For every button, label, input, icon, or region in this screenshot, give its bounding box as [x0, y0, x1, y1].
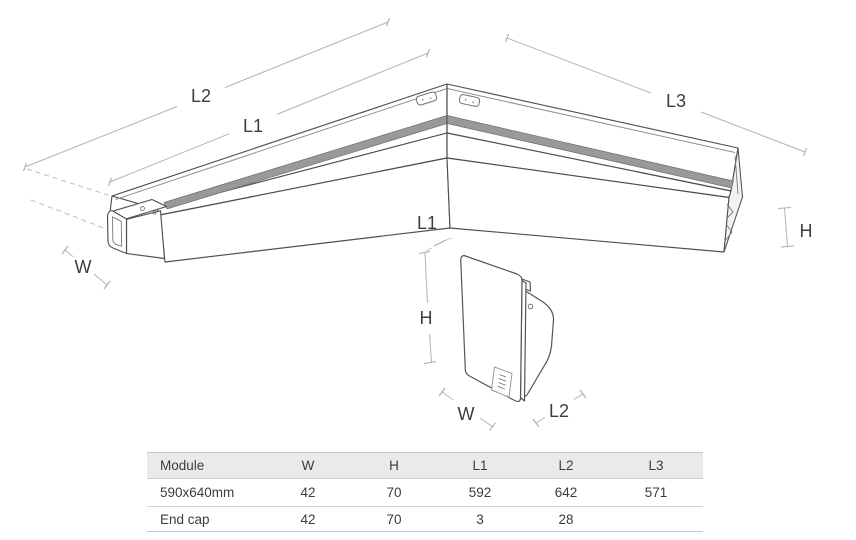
screw-hole: [528, 304, 533, 309]
extension-dashed-lines: [27, 169, 114, 232]
table-cell: 42: [265, 507, 351, 532]
cap-dim-label-l2: L2: [548, 401, 570, 421]
cap-dim-l2: [533, 390, 586, 427]
dimensions-table: [147, 452, 703, 532]
dim-w: [62, 246, 110, 289]
header-cell-l3: L3: [609, 453, 703, 479]
dim-label-l1: L1: [242, 116, 264, 136]
header-cell-module: Module: [147, 453, 265, 479]
table-cell: End cap: [147, 507, 265, 532]
connector-pin: [132, 205, 134, 207]
dim-label-l3: L3: [665, 91, 687, 111]
dim-h: [778, 208, 813, 248]
table-cell: 70: [351, 507, 437, 532]
cap-dim-label-l1: L1: [416, 213, 438, 233]
table-row: [147, 479, 703, 507]
header-cell-l1: L1: [437, 453, 523, 479]
header-cell-h: H: [351, 453, 437, 479]
table-cell: [609, 507, 703, 532]
cap-dim-w: [439, 388, 496, 431]
connector-front-face: [127, 211, 165, 259]
table-cell: 571: [609, 479, 703, 507]
header-cell-l2: L2: [523, 453, 609, 479]
table-cell: 3: [437, 507, 523, 532]
table-cell: 590x640mm: [147, 479, 265, 507]
end-cap-plate: [461, 256, 522, 402]
table-cell: 70: [351, 479, 437, 507]
table-cell: 642: [523, 479, 609, 507]
connector-channel-face: [108, 211, 127, 254]
table-cell: 42: [265, 479, 351, 507]
table-cell: 28: [523, 507, 609, 532]
header-cell-w: W: [265, 453, 351, 479]
dim-label-l2: L2: [190, 86, 212, 106]
cap-dim-h: [419, 252, 436, 364]
table-row: [147, 507, 703, 532]
connector-end-piece: [108, 196, 167, 259]
dim-label-h: H: [799, 221, 813, 241]
table-cell: 592: [437, 479, 523, 507]
cap-dim-label-w: W: [457, 404, 475, 424]
end-cap-drawing: [461, 256, 554, 402]
cap-dim-label-h: H: [419, 308, 433, 328]
l-profile-drawing: [108, 84, 743, 262]
dim-label-w: W: [74, 257, 92, 277]
table-header-row: [147, 453, 703, 479]
